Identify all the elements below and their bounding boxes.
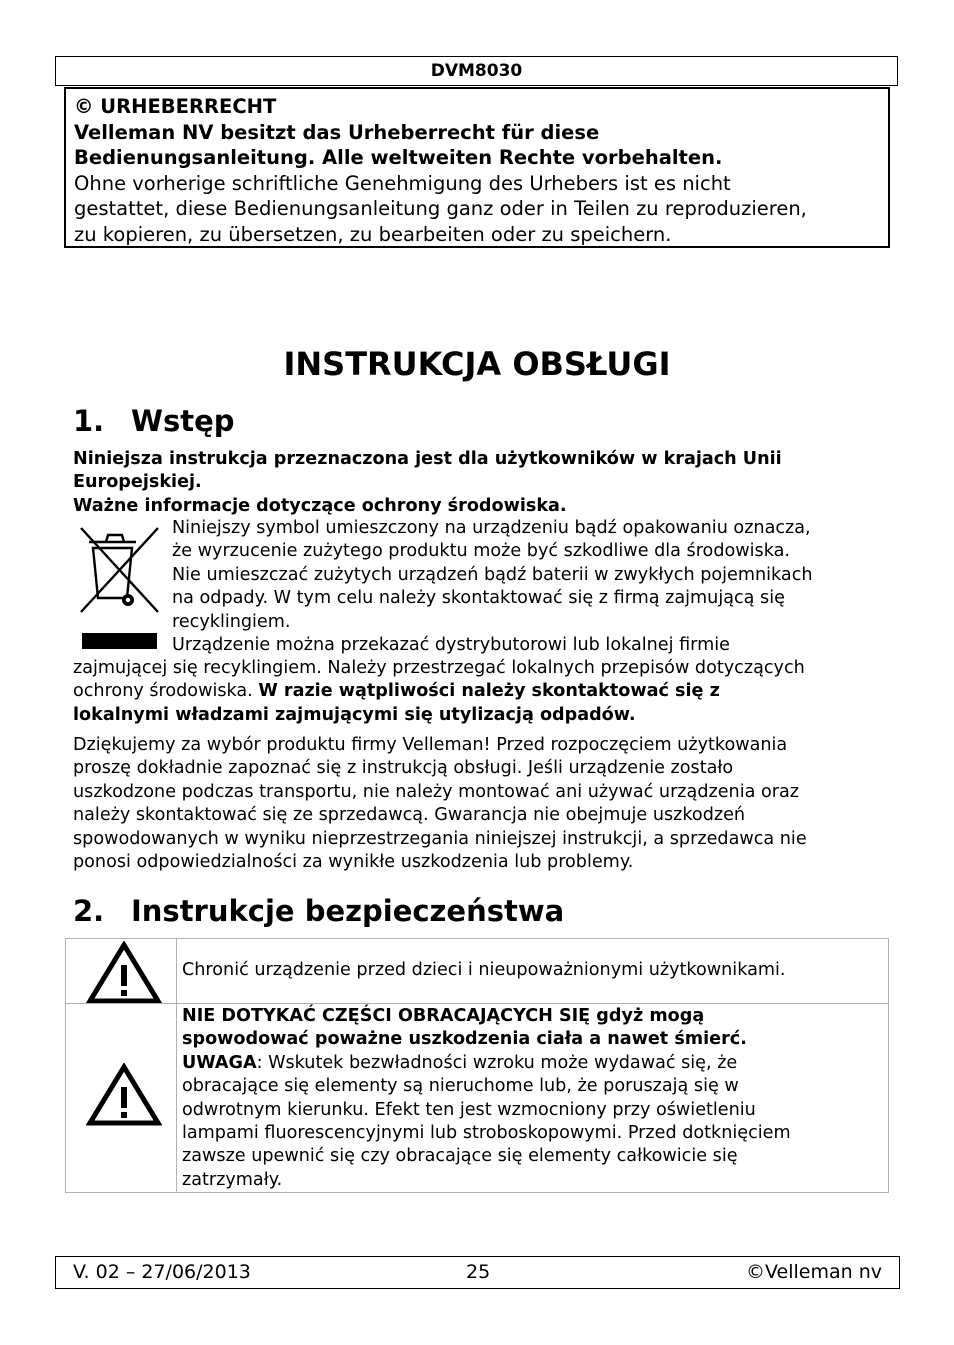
section-title: Wstęp bbox=[131, 404, 235, 438]
safety-text: : Wskutek bezwładności wzroku może wydawać się, że bbox=[256, 1052, 738, 1073]
copyright-notice bbox=[64, 87, 890, 248]
section-heading-safety bbox=[73, 893, 564, 929]
safety-line bbox=[182, 1052, 791, 1075]
document-footer bbox=[55, 1256, 900, 1289]
env-continuation bbox=[73, 657, 805, 727]
model-name: DVM8030 bbox=[430, 61, 523, 81]
intro-line: Europejskiej. bbox=[73, 472, 202, 493]
safety-line: zatrzymały. bbox=[182, 1169, 283, 1190]
copyright-line: Ohne vorherige schriftliche Genehmigung des Urhebers ist es nicht bbox=[74, 171, 731, 195]
copyright-line: gestattet, diese Bedienungsanleitung ganz oder in Teilen zu reproduzieren, bbox=[74, 197, 807, 220]
env-line: Urządzenie można przekazać dystrybutorowi lub lokalnej firmie bbox=[172, 635, 730, 656]
env-line: zajmującej się recyklingiem. Należy przestrzegać lokalnych przepisów dotyczących bbox=[73, 658, 805, 678]
safety-text-row1: Chronić urządzenie przed dzieci i nieupoważnionymi użytkownikami. bbox=[182, 960, 786, 980]
safety-bold-line: NIE DOTYKAĆ CZĘŚCI OBRACAJĄCYCH SIĘ gdyż mogą bbox=[182, 1006, 705, 1026]
copyright-bold-line: Bedienungsanleitung. Alle weltweiten Rechte vorbehalten. bbox=[74, 146, 723, 169]
paragraph-line: Dziękujemy za wybór produktu firmy Velleman! Przed rozpoczęciem użytkowania bbox=[73, 735, 788, 755]
env-line: Nie umieszczać zużytych urządzeń bądź baterii w zwykłych pojemnikach bbox=[172, 564, 813, 585]
env-heading: Ważne informacje dotyczące ochrony środowiska. bbox=[73, 496, 567, 516]
safety-line: lampami fluorescencyjnymi lub stroboskopowymi. Przed dotknięciem bbox=[182, 1123, 791, 1144]
paragraph-line: uszkodzone podczas transportu, nie należy montować ani używać urządzenia oraz bbox=[73, 781, 799, 802]
env-line bbox=[73, 680, 805, 703]
paragraph-line: proszę dokładnie zapoznać się z instrukcją obsługi. Jeśli urządzenie zostało bbox=[73, 758, 734, 779]
weee-bar-icon bbox=[82, 633, 157, 649]
safety-line: zawsze upewnić się czy obracające się elementy całkowicie się bbox=[182, 1146, 738, 1167]
intro-bold-text bbox=[73, 448, 782, 495]
document-header bbox=[55, 56, 898, 86]
safety-bold-line: spowodować poważne uszkodzenia ciała a nawet śmierć. bbox=[182, 1029, 747, 1050]
env-line: na odpady. W tym celu należy skontaktować się z firmą zajmującą się bbox=[172, 588, 785, 609]
table-cell-icon bbox=[66, 939, 177, 1003]
copyright-line: zu kopieren, zu übersetzen, zu bearbeiten oder zu speichern. bbox=[74, 222, 672, 246]
warning-triangle-icon bbox=[86, 941, 162, 1005]
page-title: INSTRUKCJA OBSŁUGI bbox=[283, 345, 671, 383]
footer-version: V. 02 – 27/06/2013 bbox=[73, 1261, 251, 1283]
uwaga-label: UWAGA bbox=[182, 1052, 257, 1073]
section-title: Instrukcje bezpieczeństwa bbox=[131, 894, 565, 928]
table-cell-icon bbox=[66, 1004, 177, 1192]
footer-company: ©Velleman nv bbox=[746, 1261, 882, 1283]
safety-line: odwrotnym kierunku. Efekt ten jest wzmocniony przy oświetleniu bbox=[182, 1099, 756, 1120]
copyright-title: © URHEBERRECHT bbox=[74, 95, 277, 118]
paragraph-line: ponosi odpowiedzialności za wynikłe uszkodzenia lub problemy. bbox=[73, 852, 634, 873]
safety-table bbox=[65, 938, 889, 1193]
row-divider bbox=[66, 1003, 888, 1004]
env-bold-text: W razie wątpliwości należy skontaktować się z bbox=[258, 681, 720, 702]
intro-line: Niniejsza instrukcja przeznaczona jest dla użytkowników w krajach Unii bbox=[73, 449, 782, 469]
env-text: ochrony środowiska. bbox=[73, 681, 259, 702]
env-line: recyklingiem. bbox=[172, 611, 291, 632]
footer-page-number: 25 bbox=[466, 1261, 491, 1283]
safety-text-row2 bbox=[182, 1005, 791, 1192]
crossed-out-wheelie-bin-icon bbox=[76, 520, 162, 616]
env-line: Niniejszy symbol umieszczony na urządzeniu bądź opakowaniu oznacza, bbox=[172, 518, 811, 538]
safety-line: obracające się elementy są nieruchome lub, że poruszają się w bbox=[182, 1076, 739, 1097]
warning-triangle-icon bbox=[86, 1063, 162, 1127]
section-number: 2. bbox=[73, 894, 105, 928]
thanks-paragraph bbox=[73, 734, 807, 874]
env-text-block bbox=[172, 517, 813, 657]
copyright-bold-line: Velleman NV besitzt das Urheberrecht für diese bbox=[74, 120, 600, 144]
env-bold-line: lokalnymi władzami zajmującymi się utylizacją odpadów. bbox=[73, 704, 636, 725]
env-line: że wyrzucenie zużytego produktu może być szkodliwe dla środowiska. bbox=[172, 541, 790, 562]
section-heading-intro bbox=[73, 403, 235, 439]
section-number: 1. bbox=[73, 404, 105, 438]
paragraph-line: spowodowanych w wyniku nieprzestrzegania niniejszej instrukcji, a sprzedawca nie bbox=[73, 828, 807, 849]
paragraph-line: należy skontaktować się ze sprzedawcą. Gwarancja nie obejmuje uszkodzeń bbox=[73, 805, 746, 826]
